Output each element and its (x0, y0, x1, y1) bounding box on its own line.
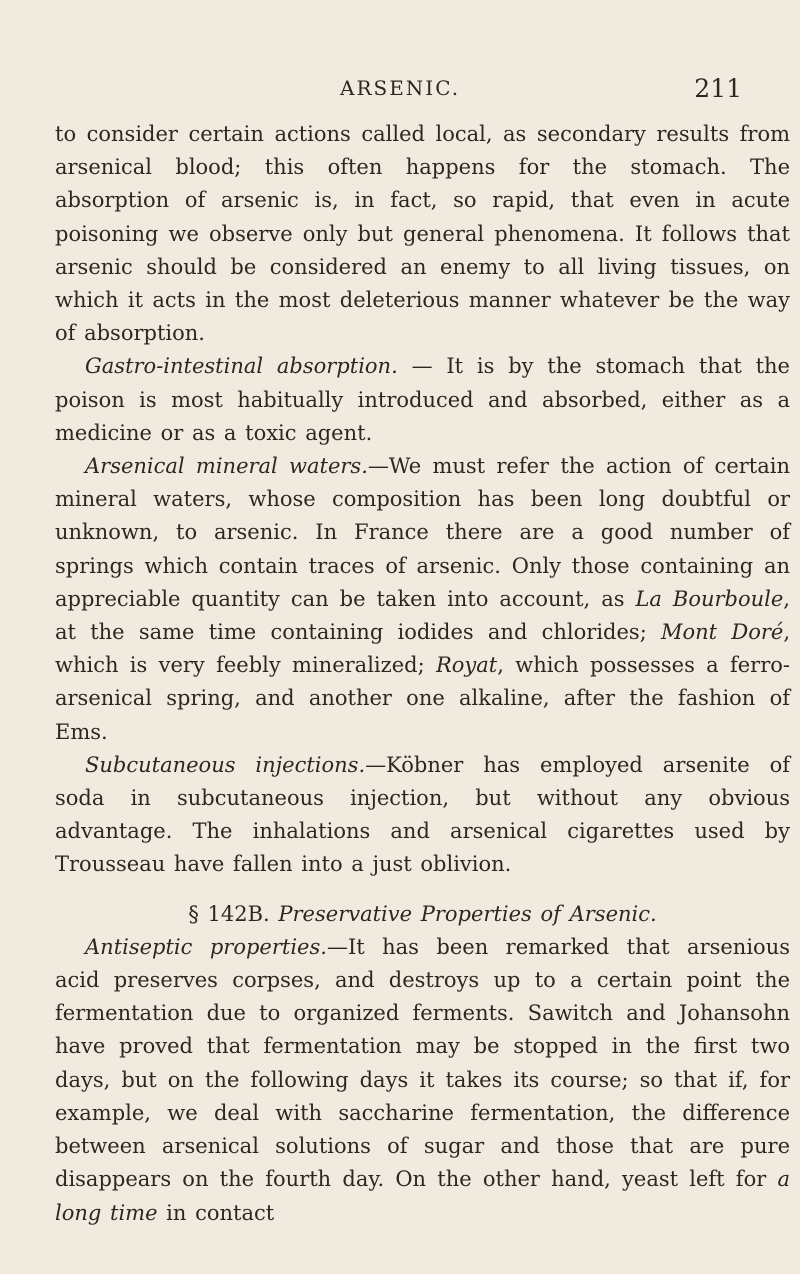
subheading-antiseptic: Antiseptic properties. (85, 934, 327, 959)
place-la-bourboule: La Bourboule (635, 586, 784, 611)
paragraph-antiseptic: Antiseptic properties.—It has been remarked that arsenious acid preserves corpses, and destroys up to a certain point the fermentation due to organized ferments. Sawitch and Johansohn have proved that fermentation may be stopped in the first two days, but on the following days it takes its course; so that if, for example, we deal with saccharine fermentation, the difference between arsenical solutions of sugar and those that are pure disappears on the fourth day. On the other hand, yeast left for a long time in contact (55, 934, 790, 1225)
running-title: ARSENIC. (340, 76, 461, 100)
page-header (0, 74, 800, 110)
paragraph-1: to consider certain actions called local, as secondary results from arsenical blood; this often happens for the stomach. The absorption of arsenic is, in fact, so rapid, that even in acute poisoning we observe only but general phenomena. It follows that arsenic should be considered an enemy to all living tissues, on which it acts in the most deleterious manner whatever be the way of absorption. (55, 122, 790, 346)
emphasis-long-time: a long time (55, 1167, 790, 1225)
subheading-gastro-intestinal: Gastro-intestinal absorption. (85, 354, 398, 379)
section-heading (55, 898, 790, 931)
subheading-mineral-waters: Arsenical mineral waters. (85, 454, 368, 479)
paragraph-mineral-waters: Arsenical mineral waters.—We must refer the action of certain mineral waters, whose composition has been long doubtful or unknown, to arsenic. In France there are a good number of springs which contain traces of arsenic. Only those containing an appreciable quantity can be taken into account, as La Bourboule, at the same time containing iodides and chlorides; Mont Doré, which is very feebly mineralized; Royat, which possesses a ferro-arsenical spring, and another one alkaline, after the fashion of Ems. (55, 454, 791, 744)
subheading-subcutaneous: Subcutaneous injections. (85, 752, 366, 777)
page-number: 211 (694, 74, 742, 103)
section-title: Preservative Properties of Arsenic. (278, 901, 657, 926)
place-mont-dore: Mont Doré (661, 620, 784, 645)
section-number: § 142B. (188, 901, 270, 926)
place-royat: Royat (435, 653, 498, 678)
paragraph-subcutaneous: Subcutaneous injections.—Köbner has employed arsenite of soda in subcutaneous injection, but without any obvious advantage. The inhalations and arsenical cigarettes used by Trousseau have fallen into a just oblivion. (55, 752, 791, 877)
body-text (55, 118, 790, 1230)
paragraph-gastro-intestinal: Gastro-intestinal absorption. — It is by the stomach that the poison is most habitually introduced and absorbed, either as a medicine or as a toxic agent. (55, 354, 790, 445)
